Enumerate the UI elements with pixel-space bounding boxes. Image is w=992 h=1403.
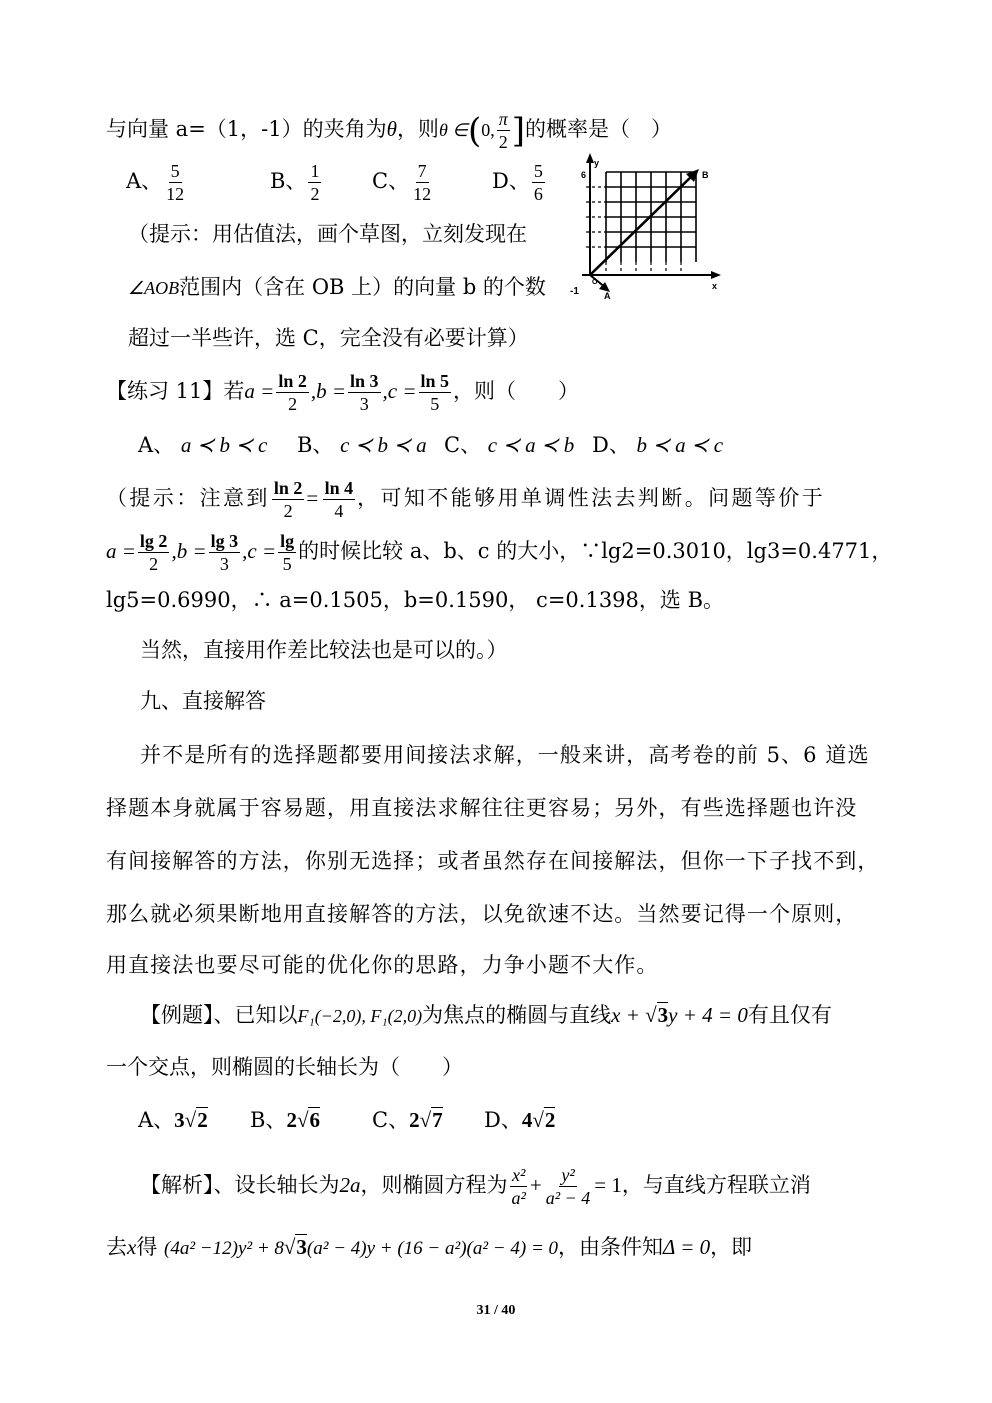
section9-para-line-5: 用直接法也要尽可能的优化你的思路，力争小题不大作。 xyxy=(106,953,659,977)
problem10-hint-3: 超过一半些许，选 C，完全没有必要计算） xyxy=(128,326,529,350)
example-stem-1: 【例题】、已知以F₁(−2,0), F₁(2,0)为焦点的椭圆与直线x + √3y + 4 = 0有且仅有 xyxy=(140,1003,832,1027)
practice11-hint-1: （提示：注意到 $\frac{\ln 2}{2}$ = $\frac{\ln 4}{4}$ ，可知不能够用单调性法去判断。问题等价于 xyxy=(106,478,826,521)
section9-para-line-3: 有间接解答的方法，你别无选择；或者虽然存在间接解法，但你一下子找不到， xyxy=(106,849,880,873)
practice11-option-c: C、 c ≺ a ≺ b xyxy=(444,433,575,457)
problem10-option-b: B、 $\frac{1}{2}$ xyxy=(270,161,320,204)
practice11-stem: 【练习 11】若a = $\frac{\ln 2}{2}$ ,b = $\frac{\ln 3}{3}$ ,c = $\frac{\ln 5}{5}$ ，则（ ） xyxy=(106,371,580,414)
graph-label-y: y xyxy=(594,158,600,168)
section9-heading: 九、直接解答 xyxy=(140,690,266,713)
section9-para-line-1: 并不是所有的选择题都要用间接法求解，一般来讲，高考卷的前 5、6 道选 xyxy=(140,743,870,767)
example-option-b: B、2√6 xyxy=(250,1108,320,1132)
vector-grid-figure xyxy=(568,150,723,300)
page-number: 31 / 40 xyxy=(476,1303,516,1318)
problem10-hint-2: ∠AOB范围内（含在 OB 上）的向量 b 的个数 xyxy=(128,275,546,299)
practice11-hint-4: 当然，直接用作差比较法也是可以的。） xyxy=(140,638,508,662)
section9-para-line-4: 那么就必须果断地用直接解答的方法，以免欲速不达。当然要记得一个原则， xyxy=(106,902,858,926)
problem10-stem: 与向量 a=（1，-1）的夹角为θ，则θ ∈(0, $\frac{\pi}{2}$ ]的概率是（ ） xyxy=(106,109,673,152)
graph-label-a: A xyxy=(604,291,611,300)
practice11-hint-3: lg5=0.6990，∴ a=0.1505，b=0.1590， c=0.1398，选 B。 xyxy=(106,588,725,612)
solution-line-1: 【解析】、设长轴长为2a，则椭圆方程为 $\frac{\text{x²}}{\text{a²}}$ + $\frac{\text{y²}}{\text{a² − 4}}$ = 1，与直线方程联立消 xyxy=(140,1165,811,1208)
solution-line-2: 去x得 (4a² −12)y² + 8√3(a² − 4)y + (16 − a²)(a² − 4) = 0，由条件知Δ = 0，即 xyxy=(106,1235,753,1259)
example-option-d: D、4√2 xyxy=(484,1108,556,1132)
problem10-option-c: C、 $\frac{7}{12}$ xyxy=(372,161,432,204)
graph-label-6: 6 xyxy=(581,170,587,180)
problem10-option-d: D、 $\frac{5}{6}$ xyxy=(492,161,543,204)
practice11-option-a: A、 a ≺ b ≺ c xyxy=(138,433,268,457)
graph-label-neg1: -1 xyxy=(570,286,579,297)
example-option-c: C、2√7 xyxy=(372,1108,443,1132)
example-stem-2: 一个交点，则椭圆的长轴长为（ ） xyxy=(106,1055,463,1079)
graph-label-x: x xyxy=(712,281,718,291)
practice11-option-d: D、 b ≺ a ≺ c xyxy=(592,433,724,457)
practice11-option-b: B、 c ≺ b ≺ a xyxy=(297,433,427,457)
problem10-hint-1: （提示：用估值法，画个草图，立刻发现在 xyxy=(128,222,527,246)
graph-label-o: O xyxy=(592,279,598,286)
section9-para-line-2: 择题本身就属于容易题，用直接法求解往往更容易；另外，有些选择题也许没 xyxy=(106,796,858,820)
practice11-hint-2: a = $\frac{\lg 2}{2}$ ,b = $\frac{\lg 3}{3}$ ,c = $\frac{\lg}{5}$ 的时候比较 a、b、c 的大小，∵lg2=0.3010，lg3=0.4771， xyxy=(106,531,893,574)
graph-label-b: B xyxy=(702,170,709,180)
problem10-option-a: A、 $\frac{5}{12}$ xyxy=(126,161,185,204)
example-option-a: A、3√2 xyxy=(138,1108,208,1132)
